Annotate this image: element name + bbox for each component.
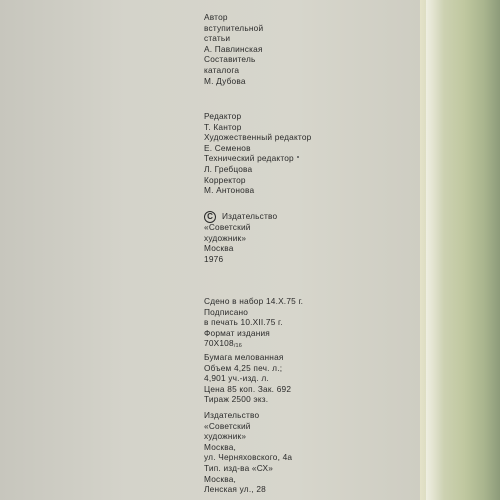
text-line: Москва (204, 243, 234, 254)
text-line: Сдено в набор 14.Х.75 г. (204, 296, 304, 306)
editors-block (204, 111, 311, 196)
text-line: Бумага мелованная (204, 351, 284, 362)
author-block (204, 12, 263, 86)
print-details-block (204, 296, 303, 405)
underlying-page-edge (420, 0, 500, 500)
publisher-block (204, 410, 292, 495)
text-line: Издательство (222, 211, 278, 221)
text-line: художник» (204, 232, 247, 243)
text-line: «Советский (204, 420, 251, 431)
text-line: статьи (204, 33, 231, 44)
text-line: Ленская ул., 28 (204, 484, 266, 495)
text-line: Л. Гребцова (204, 163, 253, 174)
text-line: Художественный редактор (204, 132, 312, 143)
text-line: Москва, (204, 441, 237, 452)
copyright-block-rest (204, 222, 251, 264)
text-line: Цена 85 коп. Зак. 692 (204, 383, 292, 394)
text-line: М. Дубова (204, 75, 246, 86)
text-line: Корректор (204, 174, 246, 185)
text-line: каталога (204, 64, 240, 75)
text-line: Подписано (204, 306, 249, 317)
text-line: художник» (204, 431, 247, 442)
text-line: 1976 (204, 253, 224, 264)
text-line: ул. Черняховского, 4а (204, 452, 293, 463)
ink-speck (297, 156, 299, 158)
text-line: М. Антонова (204, 185, 255, 196)
text-line: 4,901 уч.-изд. л. (204, 373, 269, 384)
text-line: Объем 4,25 печ. л.; (204, 362, 283, 373)
text-line: Е. Семенов (204, 142, 251, 153)
page-edge-highlight (426, 0, 444, 500)
text-line: Издательство (204, 410, 260, 420)
format-line (204, 338, 303, 352)
text-line: Автор (204, 12, 228, 22)
text-line: Тип. изд-ва «СХ» (204, 462, 274, 473)
text-line: Технический редактор (204, 153, 294, 164)
text-line: Тираж 2500 экз. (204, 394, 269, 405)
copyright-icon: C (204, 211, 216, 223)
text-line: «Советский (204, 222, 251, 232)
text-line: Т. Кантор (204, 121, 242, 132)
text-line: вступительной (204, 22, 264, 33)
text-line: Формат издания (204, 327, 270, 338)
text-line: Редактор (204, 111, 242, 121)
copyright-block (222, 211, 277, 222)
format-sub: /16 (233, 343, 243, 350)
text-line: Составитель (204, 54, 256, 65)
text-line: Москва, (204, 473, 237, 484)
text-line: в печать 10.ХII.75 г. (204, 317, 283, 328)
format-main: 70Х108 (204, 338, 234, 349)
text-line: А. Павлинская (204, 43, 263, 54)
